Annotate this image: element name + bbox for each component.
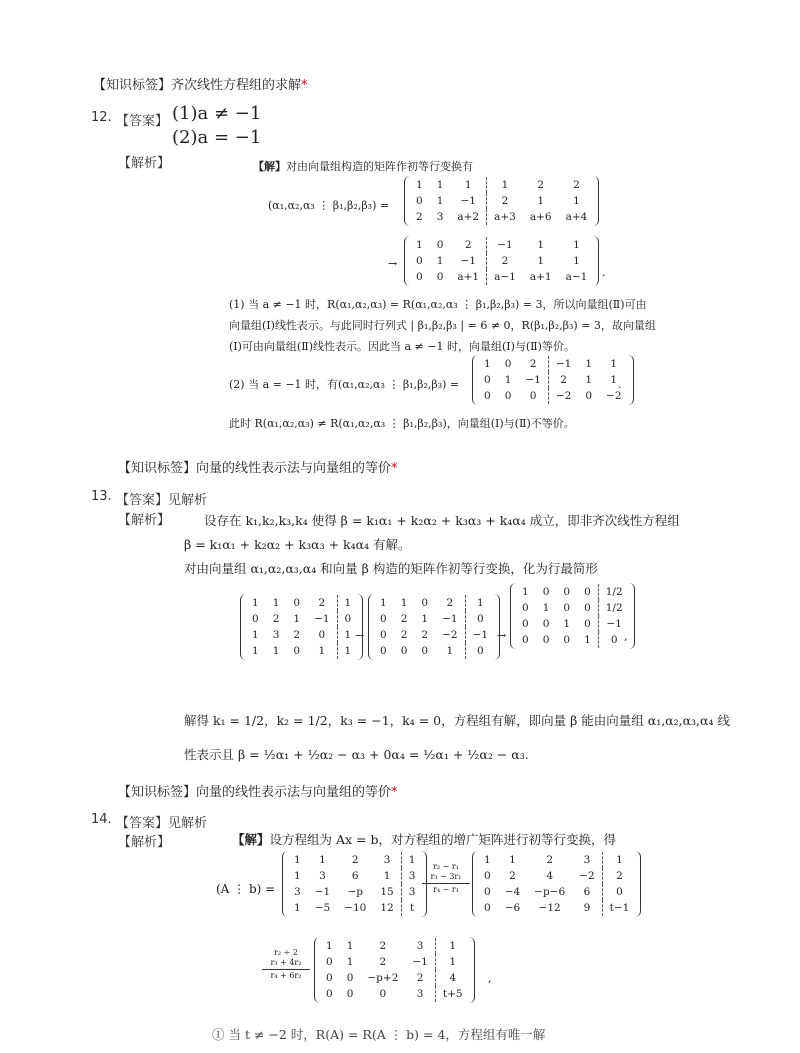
matrix-cell: 0 (380, 629, 387, 641)
matrix-cell: 0 (380, 645, 387, 657)
matrix-cell: −p (347, 886, 364, 898)
matrix-cell: 2 (546, 854, 554, 866)
matrix-row (373, 595, 495, 611)
answer-label: 【答案】 (116, 114, 169, 129)
matrix-cell: 3 (319, 870, 326, 882)
matrix-cell: 1 (465, 595, 495, 611)
row-op: r₄ + 6r₂ (270, 971, 302, 980)
matrix-cell: 9 (583, 902, 591, 914)
matrix-cell: −2 (579, 870, 595, 882)
matrix-row (409, 177, 594, 193)
line-3: 对由向量组 α₁,α₂,α₃,α₄ 和向量 β 构造的矩阵作初等行变换，化为行最简形 (184, 561, 598, 576)
matrix-cell: 0 (522, 618, 529, 630)
matrix-row (245, 643, 358, 659)
matrix-cell: 1 (610, 374, 618, 386)
matrix-cell: 12 (380, 902, 394, 914)
matrix-cell: a+2 (457, 211, 480, 223)
matrix-cell: 0 (380, 613, 387, 625)
matrix-cell: 0 (504, 390, 512, 402)
matrix-cell: 1/2 (598, 600, 629, 616)
matrix-cell: 2 (487, 193, 523, 209)
row-op: r₃ − 3r₁ (430, 872, 462, 881)
matrix-cell: 1 (294, 870, 301, 882)
matrix-cell: 2 (529, 358, 537, 370)
matrix-row (287, 852, 422, 868)
matrix-cell: 1 (294, 854, 301, 866)
matrix-cell: 3 (294, 886, 301, 898)
knowledge-tag-text: 【知识标签】向量的线性表示法与向量组的等价 (118, 461, 392, 476)
matrix-cell: a+3 (487, 209, 523, 225)
matrix-cell: 0 (602, 884, 636, 900)
matrix-14-c (314, 937, 475, 1003)
question-number: 13. (91, 489, 112, 504)
matrix-cell: 1 (585, 374, 593, 386)
paragraph-2b: 此时 R(α₁,α₂,α₃) ≠ R(α₁,α₂,α₃ ⋮ β₁,β₂,β₃)，向量组(Ⅰ)与(Ⅱ)不等价。 (229, 417, 575, 430)
matrix-cell: 4 (435, 970, 469, 986)
matrix-cell: 1 (537, 239, 545, 251)
matrix-cell: −10 (344, 902, 367, 914)
line-1: 设存在 k₁,k₂,k₃,k₄ 使得 β = k₁α₁ + k₂α₂ + k₃α₃ + k₄α₄ 成立，即非齐次线性方程组 (204, 513, 680, 528)
analysis-label: 【解析】 (118, 513, 171, 528)
matrix-cell: 1 (537, 195, 545, 207)
matrix-cell: a+4 (565, 211, 588, 223)
matrix-cell: 1 (542, 602, 550, 614)
row-op: r₃ + 4r₂ (270, 958, 302, 967)
matrix-cell: 2 (537, 179, 545, 191)
matrix-cell: 3 (416, 988, 424, 1000)
matrix-cell: 1 (573, 255, 580, 267)
matrix-cell: 4 (546, 870, 554, 882)
star-mark: * (391, 461, 398, 476)
star-mark: * (301, 78, 308, 93)
period: . (618, 378, 622, 391)
matrix-cell: 0 (563, 634, 571, 646)
matrix-row (477, 356, 629, 372)
question-number: 14. (91, 812, 112, 827)
matrix-cell: 6 (583, 886, 591, 898)
answer-line-2: (2)a = −1 (172, 127, 262, 148)
analysis-label: 【解析】 (118, 835, 171, 850)
matrix-12-a (404, 176, 599, 226)
matrix-cell: 1 (337, 627, 358, 643)
matrix-cell: −5 (314, 902, 331, 914)
solution-intro-text: 设方程组为 Ax = b，对方程组的增广矩阵进行初等行变换，得 (269, 832, 616, 847)
matrix-cell: 0 (542, 586, 550, 598)
matrix-cell: 0 (542, 634, 550, 646)
matrix-cell: 1 (537, 255, 545, 267)
matrix-cell: 1 (563, 618, 571, 630)
matrix-cell: −2 (442, 629, 458, 641)
matrix-row (373, 611, 495, 627)
matrix-cell: 1 (585, 358, 593, 370)
matrix-row (287, 884, 422, 900)
matrix-row (515, 600, 630, 616)
cut-off-line: ① 当 t ≠ −2 时，R(A) = R(A ⋮ b) = 4，方程组有唯一解 (212, 1027, 546, 1042)
matrix-cell: 2 (400, 613, 408, 625)
matrix-cell: 1 (573, 195, 580, 207)
matrix-cell: 1 (380, 597, 387, 609)
answer-label (116, 489, 207, 508)
arrow: → (497, 629, 507, 642)
line-2: β = k₁α₁ + k₂α₂ + k₃α₃ + k₄α₄ 有解。 (184, 537, 411, 552)
matrix-cell: 0 (416, 195, 423, 207)
matrix-cell: −2 (606, 390, 622, 402)
solution-intro-text: 对由向量组构造的矩阵作初等行变换有 (286, 160, 473, 173)
matrix-cell: 2 (272, 613, 280, 625)
matrix-cell: 2 (602, 868, 636, 884)
matrix-cell: 1 (383, 870, 391, 882)
matrix-cell: 0 (326, 956, 333, 968)
matrix-cell: 2 (416, 211, 423, 223)
matrix-13-a (240, 594, 363, 660)
period: . (602, 266, 606, 279)
matrix-cell: 1 (484, 358, 491, 370)
matrix-cell: 1 (294, 902, 301, 914)
matrix-cell: 1 (436, 255, 444, 267)
matrix-cell: 1 (337, 643, 358, 659)
solution-head: 【解】 (232, 832, 270, 847)
matrix-cell: 0 (542, 618, 550, 630)
matrix-cell: 0 (563, 602, 571, 614)
answer-label (116, 812, 207, 831)
matrix-cell: 1 (318, 645, 326, 657)
matrix-row (409, 269, 594, 285)
matrix-cell: 0 (563, 586, 571, 598)
matrix-cell: 1 (293, 613, 301, 625)
matrix-row (409, 193, 594, 209)
matrix-row (477, 852, 636, 868)
matrix-cell: 2 (421, 629, 429, 641)
matrix-row (515, 616, 630, 632)
matrix-cell: t−1 (602, 900, 636, 916)
matrix-cell: 0 (421, 645, 429, 657)
matrix-cell: −1 (442, 613, 458, 625)
matrix-cell: 6 (351, 870, 359, 882)
answer-text: 见解析 (168, 816, 208, 831)
matrix-cell: −p+2 (367, 972, 399, 984)
matrix-row (515, 632, 630, 648)
matrix-cell: 1 (346, 956, 354, 968)
matrix-cell: a+1 (457, 271, 480, 283)
matrix-row (477, 372, 629, 388)
matrix-cell: 1 (436, 195, 444, 207)
matrix-cell: −1 (598, 616, 629, 632)
matrix-cell: 0 (436, 239, 444, 251)
matrix-cell: 1 (446, 645, 454, 657)
matrix-cell: 1 (436, 179, 444, 191)
matrix-cell: 1 (504, 374, 512, 386)
matrix-cell: 0 (522, 634, 529, 646)
matrix-cell: 0 (484, 374, 491, 386)
matrix-cell: 0 (421, 597, 429, 609)
matrix-cell: 3 (272, 629, 280, 641)
matrix-cell: 1 (416, 239, 423, 251)
matrix-row (319, 970, 470, 986)
arrow-line (422, 883, 470, 884)
matrix-cell: 0 (416, 271, 423, 283)
matrix-cell: 0 (326, 988, 333, 1000)
arrow-line (262, 969, 310, 970)
matrix-row (287, 868, 422, 884)
answer-label-text: 【答案】 (116, 816, 169, 831)
matrix-cell: 1 (337, 595, 358, 611)
matrix-cell: 3 (416, 940, 424, 952)
matrix-cell: 3 (401, 868, 422, 884)
matrix-row (245, 627, 358, 643)
matrix-12-b (404, 236, 599, 286)
matrix-cell: 1 (602, 852, 636, 868)
matrix-cell: −1 (465, 627, 495, 643)
matrix-cell: 0 (584, 602, 591, 614)
matrix-cell: 1 (252, 645, 259, 657)
matrix-cell: 0 (504, 358, 512, 370)
matrix-cell: 2 (318, 597, 326, 609)
matrix-cell: 0 (465, 611, 495, 627)
matrix-cell: 1 (522, 586, 529, 598)
matrix-cell: 1 (435, 954, 469, 970)
matrix-row (319, 938, 470, 954)
analysis-label: 【解析】 (118, 156, 171, 171)
matrix-cell: 2 (379, 956, 387, 968)
matrix-cell: 0 (252, 613, 259, 625)
matrix-cell: 1 (484, 854, 491, 866)
line-4: 解得 k₁ = 1/2，k₂ = 1/2，k₃ = −1，k₄ = 0，方程组有解，即向量 β 能由向量组 α₁,α₂,α₃,α₄ 线 (184, 713, 730, 728)
matrix-cell: a+1 (529, 271, 552, 283)
matrix-cell: 2 (379, 940, 387, 952)
matrix-lhs: (A ⋮ b) = (216, 882, 276, 896)
matrix-cell: 15 (380, 886, 394, 898)
matrix-cell: 0 (584, 618, 591, 630)
matrix-cell: 3 (401, 884, 422, 900)
matrix-cell: 0 (346, 988, 354, 1000)
matrix-cell: −1 (548, 356, 578, 372)
matrix-cell: 1 (487, 177, 523, 193)
matrix-cell: 0 (400, 645, 408, 657)
matrix-cell: 2 (446, 597, 454, 609)
matrix-cell: 0 (465, 643, 495, 659)
matrix-cell: 0 (484, 870, 491, 882)
paragraph-1b: 向量组(Ⅰ)线性表示。与此同时行列式 | β₁,β₂,β₃ | = 6 ≠ 0，R(β₁,β₂,β₃) = 3，故向量组 (229, 319, 656, 332)
matrix-cell: 2 (509, 870, 516, 882)
row-op-group-2 (262, 948, 310, 981)
matrix-cell: t+5 (435, 986, 469, 1002)
matrix-row (409, 237, 594, 253)
matrix-cell: 0 (436, 271, 444, 283)
answer-text: 见解析 (168, 493, 208, 508)
matrix-cell: a−1 (487, 269, 523, 285)
matrix-cell: 0 (584, 586, 591, 598)
matrix-cell: 1 (610, 358, 618, 370)
matrix-cell: 2 (351, 854, 359, 866)
row-op-group-1 (422, 862, 470, 895)
arrow: → (388, 257, 398, 270)
matrix-row (409, 253, 594, 269)
matrix-12-c (472, 355, 634, 405)
matrix-cell: 1 (421, 613, 429, 625)
matrix-cell: 3 (383, 854, 391, 866)
matrix-cell: 0 (484, 902, 491, 914)
matrix-cell: 0 (484, 390, 491, 402)
matrix-cell: 2 (573, 179, 580, 191)
matrix-cell: 1 (272, 645, 280, 657)
matrix-cell: 1/2 (598, 584, 629, 600)
matrix-cell: 2 (416, 972, 424, 984)
matrix-cell: 1 (252, 629, 259, 641)
matrix-cell: −1 (314, 613, 330, 625)
matrix-cell: 1 (584, 634, 591, 646)
matrix-cell: 0 (337, 611, 358, 627)
matrix-row (245, 611, 358, 627)
knowledge-tag (93, 74, 308, 93)
matrix-cell: −1 (525, 374, 541, 386)
matrix-cell: 1 (401, 852, 422, 868)
matrix-row (477, 884, 636, 900)
star-mark: * (391, 785, 398, 800)
matrix-row (245, 595, 358, 611)
matrix-cell: 1 (416, 179, 423, 191)
matrix-cell: 0 (293, 645, 301, 657)
matrix-cell: 2 (400, 629, 408, 641)
matrix-cell: −p−6 (534, 886, 566, 898)
matrix-cell: 1 (509, 854, 516, 866)
matrix-13-c (510, 583, 635, 649)
matrix-cell: 0 (326, 972, 333, 984)
matrix-cell: 1 (400, 597, 408, 609)
matrix-cell: 1 (435, 938, 469, 954)
matrix-cell: −1 (460, 195, 476, 207)
paragraph-2a: (2) 当 a = −1 时，有(α₁,α₂,α₃ ⋮ β₁,β₂,β₃) = (229, 378, 460, 391)
comma: , (624, 630, 628, 643)
matrix-cell: −6 (504, 902, 521, 914)
matrix-cell: 1 (573, 239, 580, 251)
answer-label-text: 【答案】 (116, 493, 169, 508)
matrix-cell: −12 (538, 902, 561, 914)
solution-head: 【解】 (253, 160, 286, 173)
matrix-cell: 0 (416, 255, 423, 267)
matrix-cell: a−1 (565, 271, 588, 283)
row-op: r₂ ÷ 2 (274, 948, 298, 957)
matrix-cell: 0 (598, 632, 629, 648)
matrix-cell: 1 (252, 597, 259, 609)
matrix-cell: 1 (319, 854, 326, 866)
matrix-cell: −4 (504, 886, 521, 898)
question-number: 12. (91, 110, 112, 125)
matrix-cell: −1 (412, 956, 428, 968)
matrix-row (373, 643, 495, 659)
matrix-cell: 1 (272, 597, 280, 609)
knowledge-tag (118, 457, 398, 476)
knowledge-tag-text: 【知识标签】向量的线性表示法与向量组的等价 (118, 785, 392, 800)
matrix-row (515, 584, 630, 600)
matrix-cell: 0 (346, 972, 354, 984)
matrix-cell: 3 (583, 854, 591, 866)
paragraph-1a: (1) 当 a ≠ −1 时，R(α₁,α₂,α₃) = R(α₁,α₂,α₃ ⋮ β₁,β₂,β₃) = 3，所以向量组(Ⅱ)可由 (229, 298, 647, 311)
matrix-cell: 0 (379, 988, 387, 1000)
knowledge-tag-text: 【知识标签】齐次线性方程组的求解 (93, 78, 302, 93)
matrix-cell: 2 (487, 253, 523, 269)
row-op: r₂ − r₁ (433, 862, 459, 871)
knowledge-tag (118, 781, 398, 800)
arrow: → (355, 629, 365, 642)
matrix-cell: 2 (293, 629, 301, 641)
matrix-lhs: (α₁,α₂,α₃ ⋮ β₁,β₂,β₃) = (268, 199, 390, 212)
matrix-cell: 1 (326, 940, 333, 952)
matrix-13-b (368, 594, 500, 660)
line-5: 性表示且 β = ½α₁ + ½α₂ − α₃ + 0α₄ = ½α₁ + ½α₂ − α₃. (184, 747, 529, 762)
matrix-cell: −1 (460, 255, 476, 267)
matrix-cell: 3 (436, 211, 444, 223)
matrix-row (477, 868, 636, 884)
matrix-row (319, 986, 470, 1002)
matrix-cell: 0 (484, 886, 491, 898)
matrix-row (373, 627, 495, 643)
matrix-cell: 0 (318, 629, 326, 641)
matrix-14-a (282, 851, 427, 917)
matrix-row (319, 954, 470, 970)
row-op: r₄ − r₁ (433, 885, 459, 894)
matrix-cell: 0 (529, 390, 537, 402)
matrix-cell: 1 (464, 179, 472, 191)
matrix-cell: 0 (522, 602, 529, 614)
answer-line-1: (1)a ≠ −1 (172, 103, 262, 124)
matrix-row (287, 900, 422, 916)
comma: , (488, 972, 492, 985)
matrix-cell: −2 (548, 388, 578, 404)
solution-intro (232, 830, 616, 848)
solution-intro (253, 158, 473, 174)
matrix-14-b (472, 851, 641, 917)
matrix-cell: 1 (346, 940, 354, 952)
matrix-cell: a+6 (529, 211, 552, 223)
matrix-cell: −1 (314, 886, 331, 898)
matrix-cell: −1 (487, 237, 523, 253)
matrix-cell: 2 (464, 239, 472, 251)
matrix-row (477, 388, 629, 404)
matrix-row (477, 900, 636, 916)
matrix-cell: 2 (548, 372, 578, 388)
matrix-row (409, 209, 594, 225)
matrix-cell: t (401, 900, 422, 916)
matrix-cell: 0 (293, 597, 301, 609)
paragraph-1c: (Ⅰ)可由向量组(Ⅱ)线性表示。因此当 a ≠ −1 时，向量组(Ⅰ)与(Ⅱ)等价。 (229, 340, 575, 353)
matrix-cell: 0 (585, 390, 593, 402)
